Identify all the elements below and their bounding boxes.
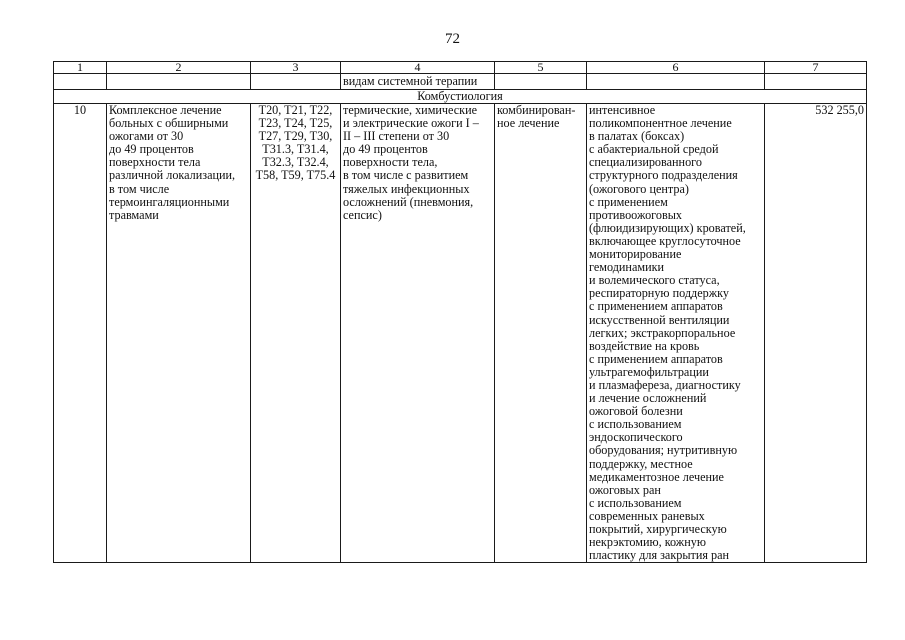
text-line: с применением	[589, 194, 668, 209]
treatment-method	[587, 104, 765, 563]
empty-cell	[107, 74, 251, 90]
text-line: с применением аппаратов	[589, 351, 723, 366]
text-line: T23, T24, T25,	[258, 116, 333, 131]
text-line: легких; экстракорпоральное	[589, 325, 736, 340]
empty-cell	[495, 74, 587, 90]
text-line: T58, T59, T75.4	[255, 168, 336, 183]
text-line: и плазмафереза, диагностику	[589, 377, 741, 392]
treatment-type	[495, 104, 587, 563]
column-number: 6	[587, 62, 765, 74]
icd-codes	[251, 104, 341, 563]
patient-model	[341, 104, 495, 563]
text-line: воздействие на кровь	[589, 338, 700, 353]
column-number: 5	[495, 62, 587, 74]
empty-cell	[251, 74, 341, 90]
empty-cell	[54, 74, 107, 90]
column-number: 7	[765, 62, 867, 74]
text-line: комбинирован-	[497, 103, 576, 117]
text-line: включающее круглосуточное	[589, 233, 741, 248]
text-line: больных с обширными	[109, 116, 229, 131]
text-line: ожоговой болезни	[589, 404, 683, 419]
empty-cell	[587, 74, 765, 90]
text-line: с абактериальной средой	[589, 142, 719, 157]
text-line: и волемического статуса,	[589, 273, 720, 288]
text-line: до 49 процентов	[109, 142, 194, 157]
text-line: ультрагемофильтрации	[589, 364, 709, 379]
text-line: (флюидизирующих) кроватей,	[589, 220, 746, 235]
care-type-name	[107, 104, 251, 563]
text-line: медикаментозное лечение	[589, 469, 724, 484]
text-line: ожогами от 30	[109, 129, 184, 144]
text-line: с применением аппаратов	[589, 299, 723, 314]
text-line: Комплексное лечение	[109, 103, 222, 117]
text-line: различной локализации,	[109, 168, 236, 183]
row-number: 10	[54, 104, 107, 563]
medical-care-table	[53, 61, 867, 563]
text-line: в том числе	[109, 181, 170, 196]
text-line: T27, T29, T30,	[258, 129, 333, 144]
text-line: осложнений (пневмония,	[343, 194, 474, 209]
text-line: покрытий, хирургическую	[589, 522, 727, 536]
text-line: поверхности тела,	[343, 155, 438, 170]
text-line: в палатах (боксах)	[589, 129, 685, 144]
text-line: и лечение осложнений	[589, 391, 707, 406]
text-line: термоингаляционными	[109, 194, 230, 209]
text-line: T31.3, T31.4,	[262, 142, 329, 157]
text-line: поверхности тела	[109, 155, 201, 170]
text-line: и электрические ожоги I –	[343, 116, 479, 131]
text-line: мониторирование	[589, 247, 682, 262]
text-line: респираторную поддержку	[589, 286, 730, 301]
text-line: структурного подразделения	[589, 168, 738, 183]
section-row	[54, 90, 867, 104]
page-number: 72	[445, 31, 460, 47]
column-number: 2	[107, 62, 251, 74]
text-line: современных раневых	[589, 508, 705, 523]
text-line: поликомпонентное лечение	[589, 116, 732, 131]
text-line: с использованием	[589, 417, 682, 432]
text-line: пластику для закрытия ран	[589, 548, 730, 563]
empty-cell	[765, 74, 867, 90]
text-line: с использованием	[589, 495, 682, 510]
column-number-row	[54, 62, 867, 74]
text-line: ожоговых ран	[589, 482, 661, 497]
text-line: специализированного	[589, 155, 702, 170]
text-line: поддержку, местное	[589, 456, 693, 471]
text-line: термические, химические	[343, 103, 478, 117]
text-line: в том числе с развитием	[343, 168, 469, 183]
text-line: T32.3, T32.4,	[262, 155, 329, 170]
continuation-text: видам системной терапии	[341, 74, 495, 90]
text-line: тяжелых инфекционных	[343, 181, 470, 196]
cost-value: 532 255,0	[765, 104, 867, 563]
text-line: гемодинамики	[589, 260, 665, 275]
text-line: T20, T21, T22,	[258, 103, 333, 117]
text-line: некрэктомию, кожную	[589, 535, 706, 550]
text-line: искусственной вентиляции	[589, 312, 730, 327]
text-line: (ожогового центра)	[589, 181, 689, 196]
column-number: 3	[251, 62, 341, 74]
table-row	[54, 104, 867, 563]
column-number: 4	[341, 62, 495, 74]
text-line: ное лечение	[497, 116, 560, 131]
section-title: Комбустиология	[54, 90, 867, 104]
text-line: травмами	[109, 207, 159, 222]
column-number: 1	[54, 62, 107, 74]
text-line: противоожоговых	[589, 207, 682, 222]
text-line: II – III степени от 30	[343, 129, 450, 144]
text-line: интенсивное	[589, 103, 656, 117]
text-line: до 49 процентов	[343, 142, 428, 157]
continuation-row	[54, 74, 867, 90]
text-line: оборудования; нутритивную	[589, 443, 738, 458]
text-line: сепсис)	[343, 207, 382, 222]
text-line: эндоскопического	[589, 430, 683, 445]
